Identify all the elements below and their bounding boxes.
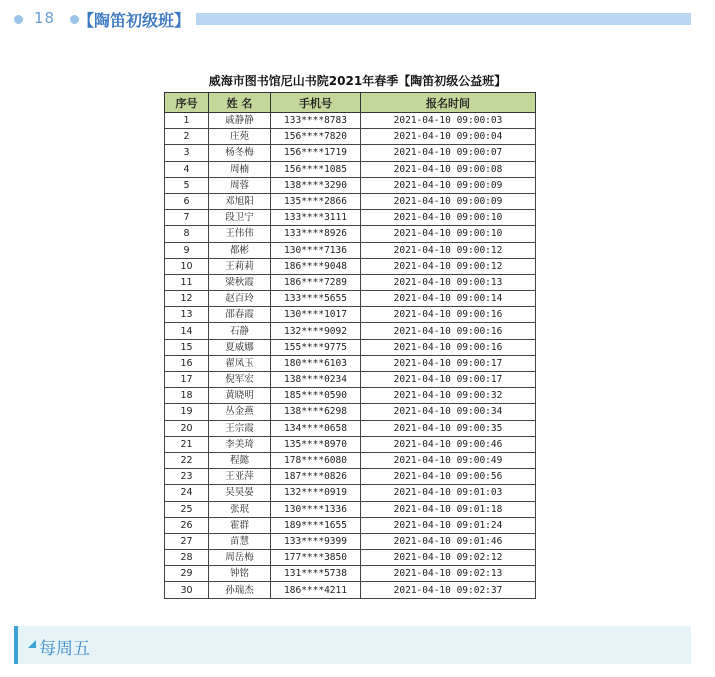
table-row (165, 533, 536, 549)
section-number: 18 (34, 9, 56, 27)
cell-name: 庄苑 (209, 129, 271, 145)
cell-time: 2021-04-10 09:00:03 (361, 113, 536, 129)
cell-name: 王莉莉 (209, 258, 271, 274)
cell-index: 20 (165, 420, 209, 436)
section-header (14, 8, 694, 30)
table-row (165, 420, 536, 436)
cell-phone: 156****7820 (271, 129, 361, 145)
column-header-time: 报名时间 (361, 93, 536, 113)
cell-index: 7 (165, 210, 209, 226)
table-row (165, 161, 536, 177)
cell-name: 邵春霞 (209, 307, 271, 323)
table-row (165, 388, 536, 404)
cell-index: 26 (165, 517, 209, 533)
cell-phone: 138****3290 (271, 177, 361, 193)
cell-name: 王亚萍 (209, 469, 271, 485)
cell-index: 16 (165, 355, 209, 371)
table-row (165, 291, 536, 307)
cell-index: 12 (165, 291, 209, 307)
cell-name: 程懿 (209, 452, 271, 468)
table-row (165, 307, 536, 323)
cell-name: 李美琦 (209, 436, 271, 452)
table-row (165, 210, 536, 226)
table-row (165, 485, 536, 501)
cell-name: 段卫宁 (209, 210, 271, 226)
registration-table (164, 92, 536, 599)
cell-name: 翟凤玉 (209, 355, 271, 371)
cell-time: 2021-04-10 09:00:17 (361, 372, 536, 388)
cell-index: 27 (165, 533, 209, 549)
cell-time: 2021-04-10 09:00:09 (361, 177, 536, 193)
cell-name: 周蓉 (209, 177, 271, 193)
cell-time: 2021-04-10 09:00:07 (361, 145, 536, 161)
cell-phone: 133****8926 (271, 226, 361, 242)
column-header-name: 姓 名 (209, 93, 271, 113)
cell-phone: 133****9399 (271, 533, 361, 549)
cell-index: 28 (165, 550, 209, 566)
table-row (165, 372, 536, 388)
cell-name: 王伟伟 (209, 226, 271, 242)
cell-index: 18 (165, 388, 209, 404)
cell-name: 丛金燕 (209, 404, 271, 420)
cell-time: 2021-04-10 09:01:24 (361, 517, 536, 533)
cell-time: 2021-04-10 09:02:37 (361, 582, 536, 598)
table-row (165, 566, 536, 582)
cell-index: 19 (165, 404, 209, 420)
column-header-phone: 手机号 (271, 93, 361, 113)
cell-name: 石静 (209, 323, 271, 339)
cell-phone: 132****9092 (271, 323, 361, 339)
cell-phone: 138****6298 (271, 404, 361, 420)
cell-time: 2021-04-10 09:00:04 (361, 129, 536, 145)
cell-phone: 130****1336 (271, 501, 361, 517)
section-title: 【陶笛初级班】 (78, 11, 191, 30)
cell-phone: 133****3111 (271, 210, 361, 226)
cell-time: 2021-04-10 09:00:10 (361, 226, 536, 242)
cell-phone: 177****3850 (271, 550, 361, 566)
cell-name: 周楠 (209, 161, 271, 177)
cell-index: 22 (165, 452, 209, 468)
cell-index: 2 (165, 129, 209, 145)
cell-phone: 186****7289 (271, 274, 361, 290)
column-header-index: 序号 (165, 93, 209, 113)
cell-index: 8 (165, 226, 209, 242)
cell-phone: 135****8970 (271, 436, 361, 452)
cell-name: 霍群 (209, 517, 271, 533)
cell-name: 都彬 (209, 242, 271, 258)
cell-time: 2021-04-10 09:00:34 (361, 404, 536, 420)
cell-name: 吴昊晏 (209, 485, 271, 501)
cell-index: 15 (165, 339, 209, 355)
cell-phone: 156****1719 (271, 145, 361, 161)
cell-phone: 155****9775 (271, 339, 361, 355)
table-row (165, 129, 536, 145)
table-row (165, 274, 536, 290)
cell-name: 赵百玲 (209, 291, 271, 307)
cell-phone: 130****7136 (271, 242, 361, 258)
cell-time: 2021-04-10 09:02:13 (361, 566, 536, 582)
cell-index: 24 (165, 485, 209, 501)
cell-phone: 135****2866 (271, 193, 361, 209)
cell-phone: 189****1655 (271, 517, 361, 533)
cell-name: 钟铭 (209, 566, 271, 582)
cell-name: 张珉 (209, 501, 271, 517)
table-row (165, 226, 536, 242)
table-row (165, 242, 536, 258)
cell-index: 3 (165, 145, 209, 161)
cell-time: 2021-04-10 09:00:12 (361, 242, 536, 258)
cell-name: 苗慧 (209, 533, 271, 549)
footer-title: 每周五 (39, 639, 90, 659)
table-row (165, 501, 536, 517)
table-row (165, 323, 536, 339)
cell-time: 2021-04-10 09:00:17 (361, 355, 536, 371)
cell-time: 2021-04-10 09:00:10 (361, 210, 536, 226)
cell-phone: 133****5655 (271, 291, 361, 307)
cell-time: 2021-04-10 09:00:35 (361, 420, 536, 436)
table-row (165, 193, 536, 209)
footer-banner (14, 626, 691, 664)
cell-time: 2021-04-10 09:02:12 (361, 550, 536, 566)
cell-time: 2021-04-10 09:00:56 (361, 469, 536, 485)
cell-name: 倪军宏 (209, 372, 271, 388)
cell-time: 2021-04-10 09:00:14 (361, 291, 536, 307)
table-row (165, 404, 536, 420)
cell-time: 2021-04-10 09:00:16 (361, 339, 536, 355)
cell-phone: 185****0590 (271, 388, 361, 404)
cell-phone: 178****6080 (271, 452, 361, 468)
cell-index: 13 (165, 307, 209, 323)
cell-name: 梁秋霞 (209, 274, 271, 290)
table-header-row (165, 93, 536, 113)
cell-index: 11 (165, 274, 209, 290)
table-row (165, 582, 536, 598)
cell-name: 王宗霞 (209, 420, 271, 436)
table-row (165, 258, 536, 274)
cell-phone: 187****0826 (271, 469, 361, 485)
triangle-icon (28, 640, 36, 648)
table-row (165, 550, 536, 566)
table-row (165, 339, 536, 355)
table-row (165, 355, 536, 371)
cell-time: 2021-04-10 09:00:16 (361, 323, 536, 339)
cell-time: 2021-04-10 09:00:16 (361, 307, 536, 323)
cell-name: 戚静静 (209, 113, 271, 129)
cell-time: 2021-04-10 09:00:32 (361, 388, 536, 404)
cell-time: 2021-04-10 09:00:12 (361, 258, 536, 274)
cell-phone: 131****5738 (271, 566, 361, 582)
cell-phone: 133****8783 (271, 113, 361, 129)
cell-phone: 156****1085 (271, 161, 361, 177)
cell-index: 9 (165, 242, 209, 258)
cell-index: 4 (165, 161, 209, 177)
cell-index: 14 (165, 323, 209, 339)
table-row (165, 469, 536, 485)
cell-time: 2021-04-10 09:01:03 (361, 485, 536, 501)
table-row (165, 113, 536, 129)
table-row (165, 517, 536, 533)
cell-index: 30 (165, 582, 209, 598)
cell-time: 2021-04-10 09:00:46 (361, 436, 536, 452)
cell-time: 2021-04-10 09:00:49 (361, 452, 536, 468)
cell-phone: 186****9048 (271, 258, 361, 274)
cell-phone: 138****0234 (271, 372, 361, 388)
cell-index: 5 (165, 177, 209, 193)
cell-phone: 134****0658 (271, 420, 361, 436)
document-title: 威海市图书馆尼山书院2021年春季【陶笛初级公益班】 (208, 74, 507, 88)
cell-time: 2021-04-10 09:01:18 (361, 501, 536, 517)
cell-index: 6 (165, 193, 209, 209)
cell-time: 2021-04-10 09:00:13 (361, 274, 536, 290)
cell-name: 杨冬梅 (209, 145, 271, 161)
cell-phone: 180****6103 (271, 355, 361, 371)
table-row (165, 145, 536, 161)
cell-index: 17 (165, 372, 209, 388)
cell-index: 21 (165, 436, 209, 452)
cell-index: 23 (165, 469, 209, 485)
cell-phone: 132****0919 (271, 485, 361, 501)
cell-index: 10 (165, 258, 209, 274)
cell-phone: 186****4211 (271, 582, 361, 598)
cell-time: 2021-04-10 09:00:09 (361, 193, 536, 209)
cell-index: 29 (165, 566, 209, 582)
cell-name: 周岳梅 (209, 550, 271, 566)
bullet-dot-icon (14, 15, 23, 24)
cell-phone: 130****1017 (271, 307, 361, 323)
cell-index: 25 (165, 501, 209, 517)
table-row (165, 452, 536, 468)
cell-name: 孙瑞杰 (209, 582, 271, 598)
cell-name: 黄晓明 (209, 388, 271, 404)
table-row (165, 177, 536, 193)
header-decor-bar (196, 13, 691, 25)
footer-accent-bar (14, 626, 18, 664)
cell-index: 1 (165, 113, 209, 129)
cell-name: 夏威娜 (209, 339, 271, 355)
cell-name: 邓旭阳 (209, 193, 271, 209)
table-row (165, 436, 536, 452)
cell-time: 2021-04-10 09:00:08 (361, 161, 536, 177)
cell-time: 2021-04-10 09:01:46 (361, 533, 536, 549)
